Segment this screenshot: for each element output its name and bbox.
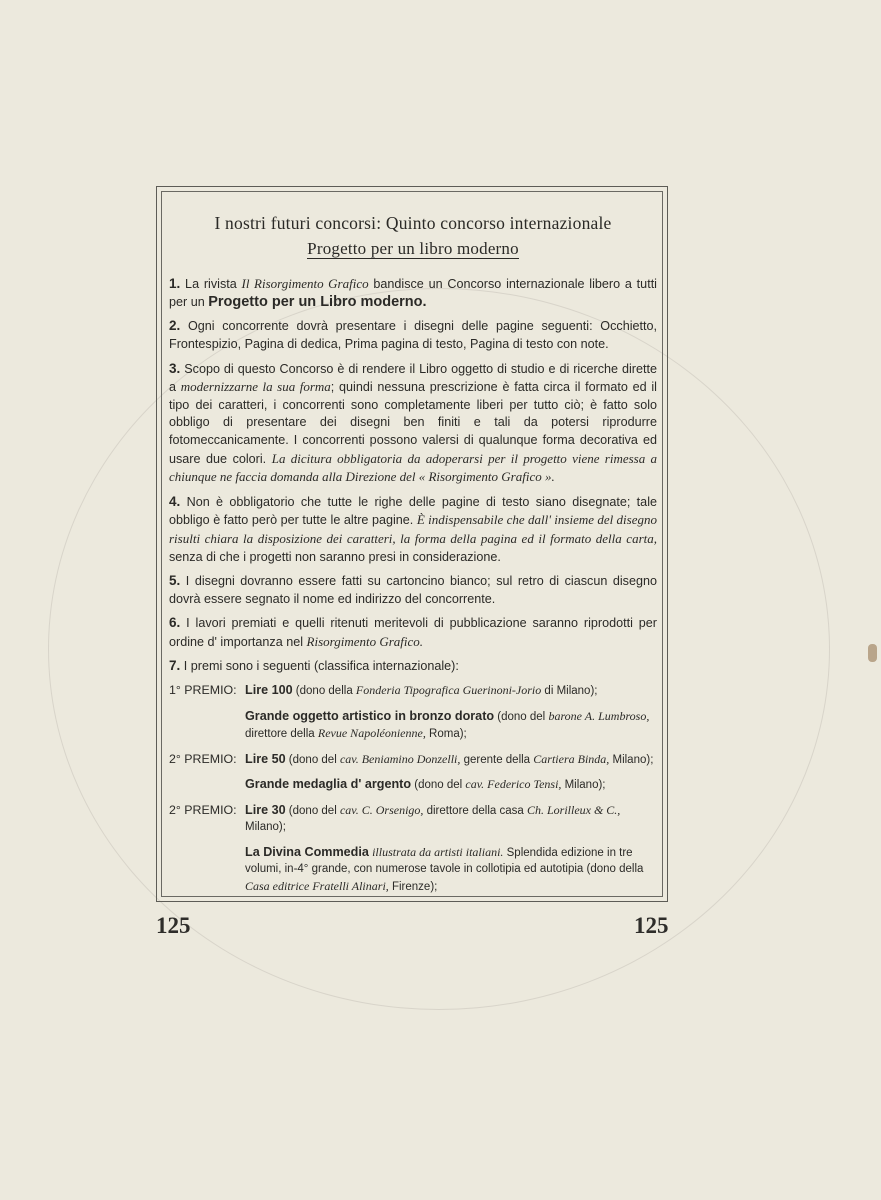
prize-amount: Lire 30 bbox=[245, 802, 286, 817]
italic-text: Casa editrice Fratelli Alinari, bbox=[245, 878, 389, 893]
text: di Milano); bbox=[541, 685, 598, 698]
text: (dono del bbox=[494, 710, 549, 723]
text: ; quindi nessuna prescrizione è fatta circa il formato ed il tipo dei caratteri, i concorrenti sono completamente liberi per tutto ciò; è fatto solo obbligo di presentare dei disegni ben finiti e tali da potersi riprodurre fotomeccanicamente. I concorrenti possono valersi di qualunque forma decorativa ed usare due colori. bbox=[169, 380, 657, 466]
text: Ogni concorrente dovrà presentare i disegni delle pagine seguenti: Occhietto, Frontespizio, Pagina di dedica, Prima pagina di testo, Pagina di testo con note. bbox=[169, 319, 657, 351]
text: (dono del bbox=[285, 804, 340, 817]
prize-first bbox=[169, 682, 657, 700]
text: I disegni dovranno essere fatti su cartoncino bianco; sul retro di ciascun disegno dovrà essere segnato il nome ed indirizzo del concorrente. bbox=[169, 574, 657, 606]
prize-item: La Divina Commedia bbox=[245, 844, 369, 859]
text: Roma); bbox=[425, 728, 467, 741]
italic-text: Revue Napoléonienne, bbox=[317, 726, 426, 741]
subtitle-wrap bbox=[169, 240, 657, 260]
paragraph-number: 1. bbox=[169, 276, 181, 292]
italic-text: Cartiera Binda, bbox=[533, 751, 610, 766]
prize-amount: Lire 100 bbox=[245, 683, 293, 698]
page-frame bbox=[156, 186, 668, 902]
paragraph-1 bbox=[169, 275, 657, 311]
paragraph-number: 2. bbox=[169, 318, 181, 334]
italic-text: cav. Beniamino Donzelli, bbox=[339, 751, 461, 766]
announcement-subtitle: Progetto per un libro moderno bbox=[307, 238, 519, 258]
prize-label: 2° PREMIO: bbox=[169, 751, 237, 766]
text: direttore della bbox=[245, 728, 318, 741]
italic-text: cav. C. Orsenigo, bbox=[339, 802, 424, 817]
paragraph-5 bbox=[169, 572, 657, 608]
prize-second-b bbox=[245, 776, 657, 794]
prize-label: 1° PREMIO: bbox=[169, 683, 237, 698]
italic-text: Risorgimento Grafico. bbox=[306, 633, 424, 649]
italic-text: Ch. Lorilleux & C., bbox=[526, 802, 621, 817]
text: (dono della bbox=[292, 685, 356, 698]
text: (dono del bbox=[285, 753, 340, 766]
prize-amount: Lire 50 bbox=[245, 751, 286, 766]
italic-text: È indispensabile che dall' insieme del disegno risulti chiara la disposizione dei caratteri, la forma della pagina ed il formato della carta, bbox=[169, 512, 658, 546]
text: Scopo di questo Concorso è di rendere il Libro oggetto di studio e di ricerche dirette a bbox=[169, 361, 657, 395]
paragraph-7 bbox=[169, 657, 657, 676]
prize-list bbox=[169, 682, 657, 895]
text: Firenze); bbox=[388, 880, 438, 893]
prize-third-a bbox=[245, 802, 657, 836]
page-number-right: 125 bbox=[634, 913, 669, 938]
text: I lavori premiati e quelli ritenuti meritevoli di pubblicazione saranno riprodotti per ordine d' importanza nel bbox=[169, 616, 657, 649]
italic-text: modernizzarne la sua forma bbox=[180, 379, 331, 395]
italic-text: Il Risorgimento Grafico bbox=[241, 276, 369, 292]
text: Milano); bbox=[609, 753, 654, 766]
prize-label: 2° PREMIO: bbox=[169, 802, 237, 817]
text: Milano); bbox=[245, 821, 286, 834]
text: Splendida edizione in tre volumi, in-4° grande, con numerose tavole in collotipia ed autotipia (dono della bbox=[245, 846, 644, 876]
italic-text: barone A. Lumbroso, bbox=[548, 708, 650, 723]
prize-second bbox=[169, 751, 657, 769]
paragraph-3 bbox=[169, 360, 657, 487]
text: I premi sono i seguenti (classifica internazionale): bbox=[180, 659, 459, 674]
paragraph-6 bbox=[169, 614, 657, 651]
italic-text: cav. Federico Tensi, bbox=[465, 777, 562, 792]
paragraph-number: 3. bbox=[169, 360, 181, 376]
paragraph-number: 6. bbox=[169, 615, 181, 631]
announcement-content bbox=[169, 215, 657, 903]
text: bandisce un Concorso internazionale libero a tutti per un bbox=[169, 277, 657, 309]
paragraph-4 bbox=[169, 493, 657, 566]
announcement-title: I nostri futuri concorsi: Quinto concorso internazionale bbox=[214, 213, 612, 233]
text: direttore della casa bbox=[423, 804, 527, 817]
text: senza di che i progetti non saranno presi in considerazione. bbox=[169, 549, 501, 564]
italic-text: La dicitura obbligatoria da adoperarsi per il progetto viene rimessa a chiunque ne faccia domanda alla Direzione del « Risorgimento Grafico ». bbox=[169, 450, 658, 485]
prize-third-b bbox=[245, 844, 657, 896]
paragraph-2 bbox=[169, 317, 657, 353]
prize-item: Grande oggetto artistico in bronzo dorato bbox=[245, 708, 495, 723]
prize-second-a bbox=[245, 751, 653, 769]
prize-item: Grande medaglia d' argento bbox=[245, 777, 412, 792]
text: (dono del bbox=[411, 779, 466, 792]
text: La rivista bbox=[180, 277, 242, 292]
text: Milano); bbox=[561, 779, 606, 792]
paragraph-number: 4. bbox=[169, 493, 181, 509]
prize-first-a bbox=[245, 682, 597, 700]
prize-third bbox=[169, 802, 657, 836]
text: gerente della bbox=[460, 753, 534, 766]
paragraph-number: 7. bbox=[169, 658, 181, 674]
paragraph-number: 5. bbox=[169, 573, 181, 589]
bold-text: Progetto per un Libro moderno. bbox=[208, 293, 427, 310]
italic-text: Fonderia Tipografica Guerinoni-Jorio bbox=[355, 683, 542, 698]
italic-text: illustrata da artisti italiani. bbox=[372, 844, 504, 859]
prize-first-b bbox=[245, 708, 657, 743]
text: Non è obbligatorio che tutte le righe delle pagine di testo siano disegnate; tale obbligo è fatto però per tutte le altre pagine. bbox=[169, 494, 657, 528]
page-edge-stain bbox=[868, 644, 877, 662]
page-number-left: 125 bbox=[156, 913, 191, 938]
